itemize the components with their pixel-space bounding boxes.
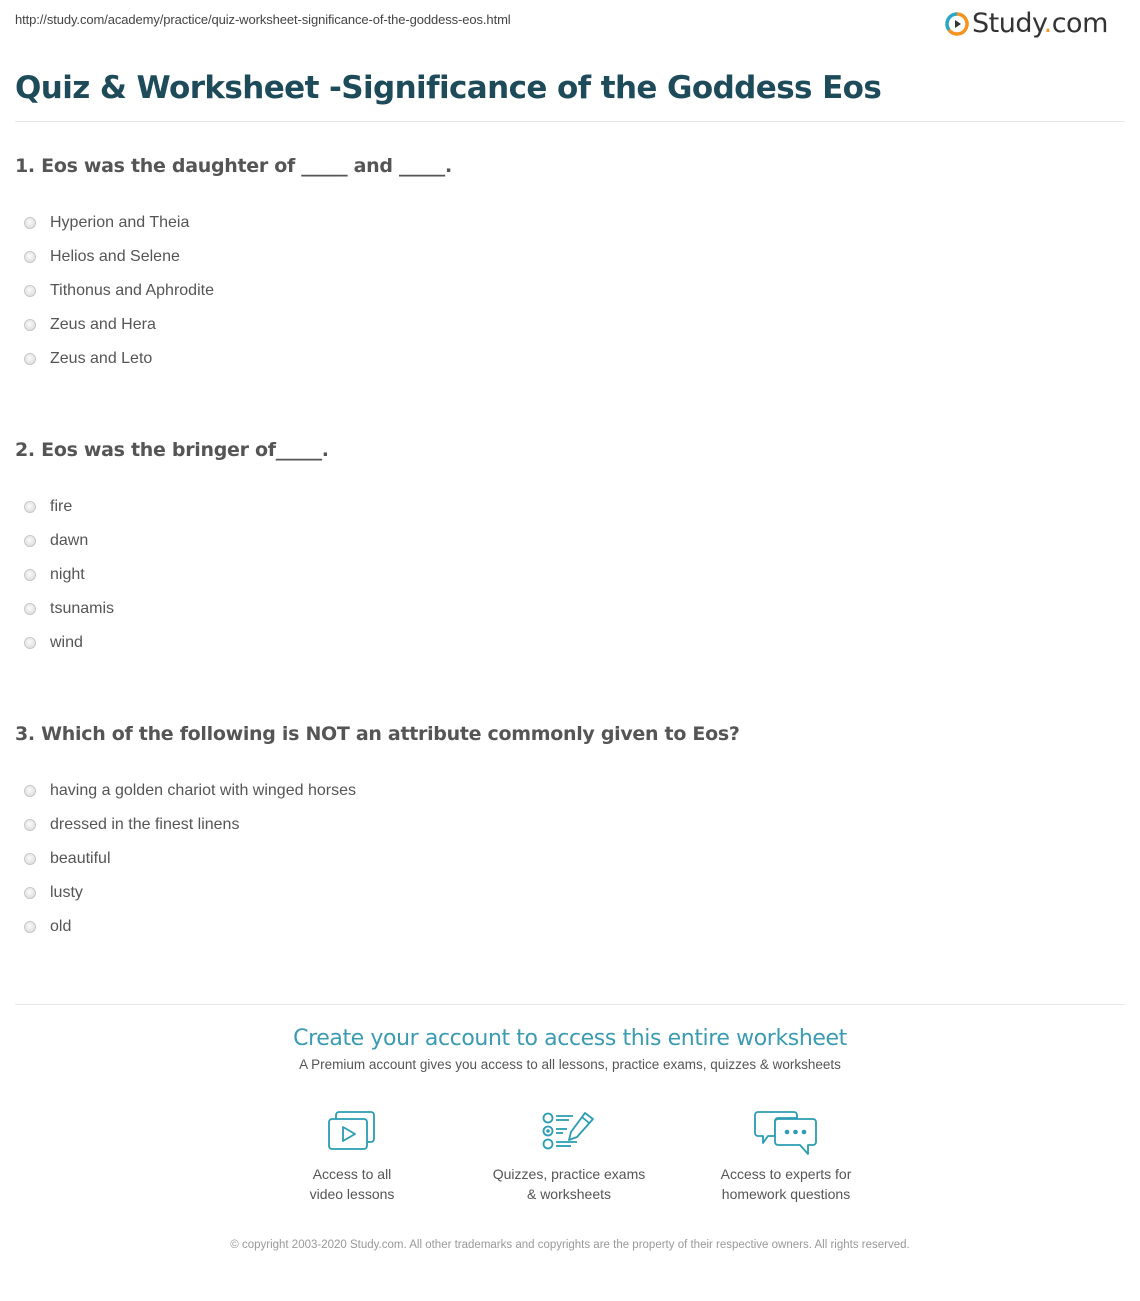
choice-label: old: [50, 918, 72, 935]
question-title: 3. Which of the following is NOT an attribute commonly given to Eos?: [15, 723, 740, 745]
choice-label: Tithonus and Aphrodite: [50, 282, 214, 299]
choice-label: Zeus and Leto: [50, 350, 153, 367]
answer-choice[interactable]: [15, 621, 329, 665]
logo-suffix: com: [1051, 8, 1108, 39]
choice-label: having a golden chariot with winged horses: [50, 782, 356, 799]
answer-choice[interactable]: [15, 905, 740, 949]
question-3: [15, 723, 740, 949]
logo-dot: .: [1043, 8, 1052, 39]
choice-label: wind: [50, 634, 83, 651]
cta-title-link[interactable]: Create your account to access this entire worksheet: [293, 1026, 847, 1051]
choice-label: Helios and Selene: [50, 248, 180, 265]
logo-name: Study: [972, 8, 1044, 39]
title-divider: [15, 121, 1125, 122]
feature-video-lessons: [252, 1110, 452, 1204]
feature-line: Access to experts for: [720, 1166, 852, 1182]
radio-button[interactable]: [24, 501, 36, 513]
question-title: 1. Eos was the daughter of _____ and _____.: [15, 155, 452, 177]
play-circle-logo-icon: [945, 12, 969, 36]
choice-label: tsunamis: [50, 600, 115, 617]
choice-label: dressed in the finest linens: [50, 816, 240, 833]
question-title: 2. Eos was the bringer of_____.: [15, 439, 329, 461]
choice-label: fire: [50, 498, 73, 515]
question-2: [15, 439, 329, 665]
video-lessons-icon: [326, 1110, 378, 1154]
page-title: Quiz & Worksheet -Significance of the Goddess Eos: [15, 70, 882, 106]
radio-button[interactable]: [24, 921, 36, 933]
radio-button[interactable]: [24, 853, 36, 865]
copyright-footer: © copyright 2003-2020 Study.com. All other trademarks and copyrights are the property of their respective owners. All rights reserved.: [230, 1239, 910, 1251]
feature-line: video lessons: [309, 1186, 395, 1202]
radio-button[interactable]: [24, 285, 36, 297]
cta-subtitle: A Premium account gives you access to all lessons, practice exams, quizzes & worksheets: [299, 1057, 841, 1072]
radio-button[interactable]: [24, 353, 36, 365]
feature-experts: [686, 1110, 886, 1204]
choice-label: lusty: [50, 884, 83, 901]
choice-label: beautiful: [50, 850, 111, 867]
answer-choice[interactable]: [15, 337, 452, 381]
chat-bubbles-icon: [754, 1110, 818, 1160]
choice-label: Zeus and Hera: [50, 316, 156, 333]
radio-button[interactable]: [24, 785, 36, 797]
radio-button[interactable]: [24, 319, 36, 331]
radio-button[interactable]: [24, 887, 36, 899]
choice-label: dawn: [50, 532, 89, 549]
quiz-checklist-icon: [541, 1110, 597, 1154]
content-divider: [15, 1004, 1125, 1005]
feature-line: homework questions: [721, 1186, 851, 1202]
radio-button[interactable]: [24, 251, 36, 263]
radio-button[interactable]: [24, 217, 36, 229]
question-1: [15, 155, 452, 381]
feature-line: Quizzes, practice exams: [492, 1166, 646, 1182]
radio-button[interactable]: [24, 819, 36, 831]
radio-button[interactable]: [24, 535, 36, 547]
radio-button[interactable]: [24, 637, 36, 649]
study-logo[interactable]: [945, 9, 1108, 39]
radio-button[interactable]: [24, 569, 36, 581]
feature-line: & worksheets: [526, 1186, 612, 1202]
choice-label: night: [50, 566, 85, 583]
signup-cta: [0, 1026, 1140, 1072]
radio-button[interactable]: [24, 603, 36, 615]
choice-label: Hyperion and Theia: [50, 214, 190, 231]
feature-quizzes: [469, 1110, 669, 1204]
feature-line: Access to all: [312, 1166, 392, 1182]
page-url: http://study.com/academy/practice/quiz-worksheet-significance-of-the-goddess-eos.html: [15, 12, 511, 27]
